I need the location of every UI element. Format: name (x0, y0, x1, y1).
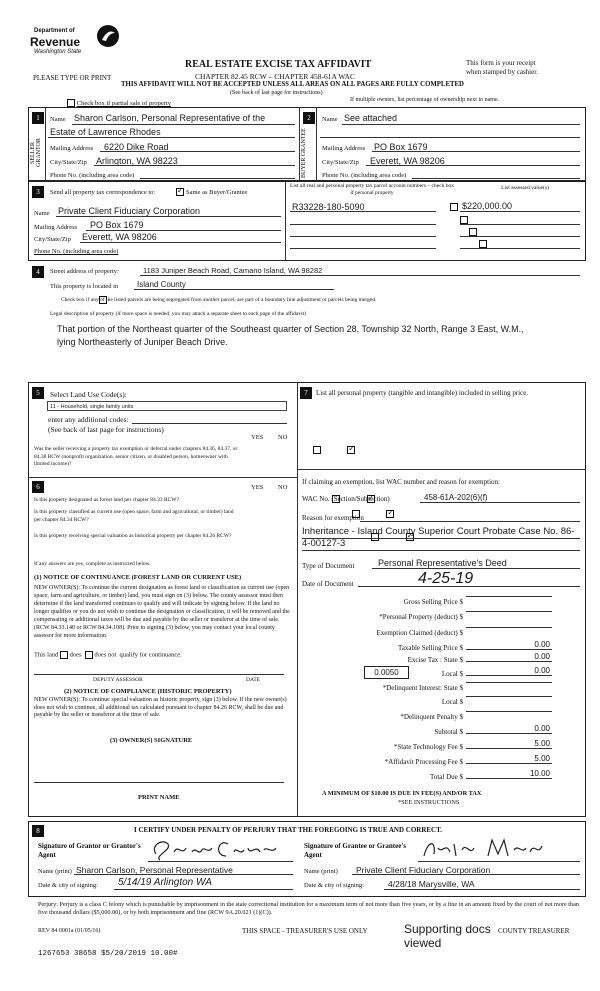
section-6-badge: 6 (32, 481, 44, 493)
print-name-label: PRINT NAME (138, 794, 180, 801)
certify-statement: I CERTIFY UNDER PENALTY OF PERJURY THAT THE FOREGOING IS TRUE AND CORRECT. (134, 826, 443, 834)
grantor-signature (148, 834, 288, 864)
legal-description: That portion of the Northeast quarter of the Southeast quarter of Section 28, Township 32 North, Range 3 East, W.M., lying Northeasterly of Juniper Beach Drive. (57, 324, 524, 347)
minimum-note: A MINIMUM OF $10.00 IS DUE IN FEE(S) AND/OR TAX (322, 790, 482, 797)
additional-codes-label: enter any additional codes: (48, 415, 129, 424)
seller-phone-label: Phone No. (including area code) (50, 172, 135, 179)
seller-side-label: SELLER GRANTOR (30, 138, 42, 168)
forest-q2-no[interactable] (386, 510, 394, 518)
forest-q2: Is this property classified as current use (open space, farm and agricultural, or timber) land per chapter 84.34 RCW? (34, 509, 234, 523)
personal-prop-value (466, 611, 552, 612)
reason-text: Inheritance - Island County Superior Court Probate Case No. 86-4-00127-3 (302, 526, 575, 549)
legal-label: Legal description of property (if more space is needed, you may attach a separate sheet to each page of the affidavit) (50, 311, 306, 317)
receipt-note: This form is your receipt (466, 59, 536, 67)
local-tax-value: 0.00 (466, 666, 552, 676)
doc-type: Personal Representative's Deed (378, 558, 507, 568)
corr-mailing-label: Mailing Address (34, 224, 78, 231)
local-tax-label: Local $ (441, 670, 463, 678)
forest-no-header: NO (278, 484, 288, 491)
dept-line2: Revenue (30, 35, 81, 49)
seller-mailing-label: Mailing Address (50, 145, 94, 152)
delinquent-local-value (466, 696, 552, 697)
excise-state-value: 0.00 (466, 652, 552, 662)
deputy-assessor: DEPUTY ASSESSOR (93, 677, 143, 683)
segregated-label: Check box if any of the listed parcels are being segregated from another parcel, are part of a boundary line adjustment or parcels being merged. (61, 297, 377, 303)
compliance-body: NEW OWNER(S): To continue special valuation as historic property, sign (3) below. If the new owner(s) does not wish to continue, all additional tax calculated pursuant to chapter 84.26 RCW, shall be due and payable by the seller or transferor at the time of sale. (34, 697, 287, 718)
seller-name: Sharon Carlson, Personal Representative of the (74, 113, 266, 123)
land-use-select-label: Select Land Use Code(s): (50, 390, 127, 399)
multiple-owners-note: If multiple owners, list percentage of ownership next to name. (350, 97, 500, 103)
doc-type-label: Type of Document (302, 562, 355, 570)
notice-body: NEW OWNER(S): To continue the current designation as forest land or classification as current use (open space, farm and agriculture, or timber) land, you must sign on (3) below. The county assessor must then determine if the land transferred continues to qualify and will indicate by signing below. If the land no longer qualifies or you do not wish to continue the designation or classification, it will be removed and the compensating or additional taxes will be due and payable by the seller or transferor at the time of sale. (RCW 84.33.140 or RCW 84.34.108). Prior to signing (3) below, you may contact your local county assessor for more information. (34, 585, 290, 639)
notice-title: (1) NOTICE OF CONTINUANCE (FOREST LAND OR CURRENT USE) (34, 574, 242, 581)
buyer-phone-label: Phone No. (including area code) (322, 172, 407, 179)
total-due-value: 10.00 (466, 769, 552, 779)
delinquent-penalty-value (466, 711, 552, 712)
subtotal-label: Subtotal $ (434, 728, 463, 736)
buyer-name: See attached (344, 113, 398, 123)
section-7-badge: 7 (300, 387, 312, 399)
tech-fee-label: *State Technology Fee $ (393, 743, 463, 751)
owner-signature-label: (3) OWNER(S) SIGNATURE (110, 737, 193, 744)
corr-phone-label: Phone No. (including area code) (34, 248, 119, 255)
land-use-see-back: (See back of last page for instructions) (48, 425, 164, 434)
exemption-claimed-value (466, 627, 552, 628)
assessed-value: $220,000.00 (462, 201, 513, 211)
section-8-badge: 8 (32, 825, 44, 837)
recording-stamp: 1267653 38658 $5/20/2019 10.00# (38, 950, 178, 958)
street-address: 1183 Juniper Beach Road, Camano Island, WA 98282 (143, 266, 323, 275)
street-label: Street address of property: (50, 268, 119, 275)
buyer-side-label: BUYER GRANTEE (301, 128, 307, 178)
buyer-name-label: Name (322, 116, 338, 123)
section-1-badge: 1 (32, 112, 44, 124)
section-2-badge: 2 (303, 112, 315, 124)
seller-mailing: 6220 Dike Road (104, 142, 169, 152)
corr-name: Private Client Fiduciary Corporation (58, 206, 201, 216)
county-treasurer: COUNTY TREASURER (498, 927, 570, 935)
exempt-yes-checkbox[interactable] (313, 446, 321, 454)
qualify-label: qualify for continuance. (119, 651, 182, 659)
buyer-mailing: PO Box 1679 (374, 142, 428, 152)
seller-city-label: City/State/Zip (50, 159, 87, 166)
does-not-checkbox[interactable] (85, 651, 93, 659)
seller-city: Arlington, WA 98223 (96, 156, 178, 166)
excise-state-label: Excise Tax : State $ (407, 656, 463, 664)
grantee-name: Private Client Fiduciary Corporation (356, 865, 491, 875)
this-land-label: This land (34, 651, 59, 659)
affidavit-fee-label: *Affidavit Processing Fee $ (384, 758, 463, 766)
please-print: PLEASE TYPE OR PRINT (33, 74, 112, 82)
perjury-note: Perjury: Perjury is a class C felony which is punishable by imprisonment in the state correctional institution for a maximum term of not more than five years, or by a fine in an amount fixed by the court of not more than five thousand dollars ($5,000.00), or by both imprisonment and fine (RCW 9A.20.021 (1)(C)). (38, 901, 579, 916)
forest-q3: Is this property receiving special valuation as historical property per chapter 84.26 RCW? (34, 533, 232, 539)
buyer-city-label: City/State/Zip (322, 159, 359, 166)
personal-property-text: List all personal property (tangible and intangible) included in selling price. (316, 389, 529, 397)
accounts-header: List all real and personal property tax parcel account numbers – check box if personal property (289, 183, 455, 196)
delinquent-state-label: *Delinquent Interest: State $ (382, 684, 463, 692)
forest-q1: Is this property designated as forest land per chapter 84.33 RCW? (34, 497, 179, 503)
wac-number: 458-61A-202(6)(f) (424, 493, 488, 502)
doc-date: 4-25-19 (418, 570, 474, 587)
this-land-row (34, 651, 182, 659)
corr-city-label: City/State/Zip (34, 236, 71, 243)
if-yes-note: If any answers are yes, complete as instructed below. (34, 561, 151, 567)
assessed-header: List assessed value(s) (501, 185, 549, 191)
deputy-date: DATE (246, 677, 261, 683)
does-label: does (69, 651, 82, 659)
seller-name-label: Name (50, 116, 66, 123)
taxable-price-label: Taxable Selling Price $ (397, 644, 463, 652)
reason-label: Reason for exemption (302, 514, 364, 522)
exempt-no-checkbox[interactable] (347, 446, 355, 454)
affidavit-fee-value: 5.00 (466, 754, 552, 764)
buyer-city: Everett, WA 98206 (370, 156, 445, 166)
parcel-number: R33228-180-5090 (292, 202, 365, 212)
grantee-name-label: Name (print) (304, 868, 338, 875)
land-use-yes-header: YES (251, 434, 264, 441)
corr-name-label: Name (34, 210, 50, 217)
located-label: This property is located in (50, 283, 119, 290)
supporting-docs-stamp: Supporting docs viewed (404, 922, 491, 950)
delinquent-local-label: Local $ (441, 698, 463, 706)
revenue-logo (30, 22, 125, 62)
form-title: REAL ESTATE EXCISE TAX AFFIDAVIT (185, 59, 372, 70)
delinquent-state-value (466, 682, 552, 683)
does-checkbox[interactable] (60, 651, 68, 659)
same-as-buyer-checkbox[interactable] (176, 188, 184, 196)
same-as-buyer-label: Same as Buyer/Grantee (186, 189, 248, 196)
section-4-badge: 4 (32, 266, 44, 278)
partial-sale-label: Check box if partial sale of property (76, 100, 171, 107)
grantor-name: Sharon Carlson, Personal Representative (76, 865, 233, 875)
located-county: Island County (137, 280, 186, 289)
grantor-date: 5/14/19 Arlington WA (118, 877, 212, 888)
exempt-question: Was the seller receiving a property tax exemption or deferral under chapters 84.36, 84.37, or 84.38 RCW (nonprofit organization, senior citizen, or disabled person, homeowner with limited income)? (34, 446, 238, 467)
grantee-signature (418, 834, 558, 862)
pp-checkbox-1[interactable] (450, 203, 458, 211)
wac-label: WAC No. (Section/Subsection) (302, 495, 390, 503)
treasurer-use: THIS SPACE - TREASURER'S USE ONLY (242, 927, 368, 935)
total-due-label: Total Due $ (430, 773, 463, 781)
grantor-name-label: Name (print) (38, 868, 72, 875)
subtotal-value: 0.00 (466, 724, 552, 734)
section-5-badge: 5 (32, 387, 44, 399)
does-not-label: does not (94, 651, 117, 659)
compliance-title: (2) NOTICE OF COMPLIANCE (HISTORIC PROPERTY) (64, 688, 232, 695)
exemption-claimed-label: Exemption Claimed (deduct) $ (376, 629, 463, 637)
grantee-date-label: Date & city of signing: (304, 882, 364, 889)
gross-price-label: Gross Selling Price $ (403, 598, 463, 606)
grantee-sig-label: Signature of Grantee or Grantee's Agent (304, 842, 407, 859)
dept-line3: Washington State (34, 49, 82, 55)
seller-name-2: Estate of Lawrence Rhodes (50, 127, 161, 137)
grantor-date-label: Date & city of signing: (38, 882, 98, 889)
dept-line1: Department of (34, 28, 75, 34)
see-back-header: (See back of last page for instructions) (230, 90, 323, 96)
taxable-price-value: 0.00 (466, 640, 552, 650)
gross-price-value (466, 596, 552, 597)
section-3-badge: 3 (32, 186, 44, 198)
claim-exemption-label: If claiming an exemption, list WAC number and reason for exemption: (302, 478, 500, 486)
see-instructions: *SEE INSTRUCTIONS (398, 799, 460, 806)
grantee-date: 4/28/18 Marysville, WA (388, 879, 475, 889)
local-rate-box: 0.0050 (364, 666, 409, 679)
correspondence-label: Send all property tax correspondence to: (50, 189, 156, 196)
form-chapter: CHAPTER 82.45 RCW – CHAPTER 458-61A WAC (195, 72, 355, 81)
forest-yes-header: YES (251, 484, 264, 491)
land-use-code-select[interactable] (47, 401, 287, 411)
corr-mailing: PO Box 1679 (90, 220, 144, 230)
tech-fee-value: 5.00 (466, 739, 552, 749)
personal-prop-label: *Personal Property (deduct) $ (379, 613, 463, 621)
doc-date-label: Date of Document (302, 580, 354, 588)
form-warning: THIS AFFIDAVIT WILL NOT BE ACCEPTED UNLESS ALL AREAS ON ALL PAGES ARE FULLY COMPLETED (121, 81, 464, 88)
buyer-mailing-label: Mailing Address (322, 145, 366, 152)
land-use-code: 11 - Household, single family units (50, 404, 134, 410)
corr-city: Everett, WA 98206 (82, 232, 157, 242)
form-number: REV 84 0001a (01/05/16) (38, 928, 101, 934)
land-use-no-header: NO (278, 434, 288, 441)
receipt-note-2: when stamped by cashier. (466, 68, 538, 76)
grantor-sig-label: Signature of Grantor or Grantor's Agent (38, 842, 141, 859)
revenue-logo-icon (96, 24, 120, 48)
delinquent-penalty-label: *Delinquent Penalty $ (400, 713, 463, 721)
